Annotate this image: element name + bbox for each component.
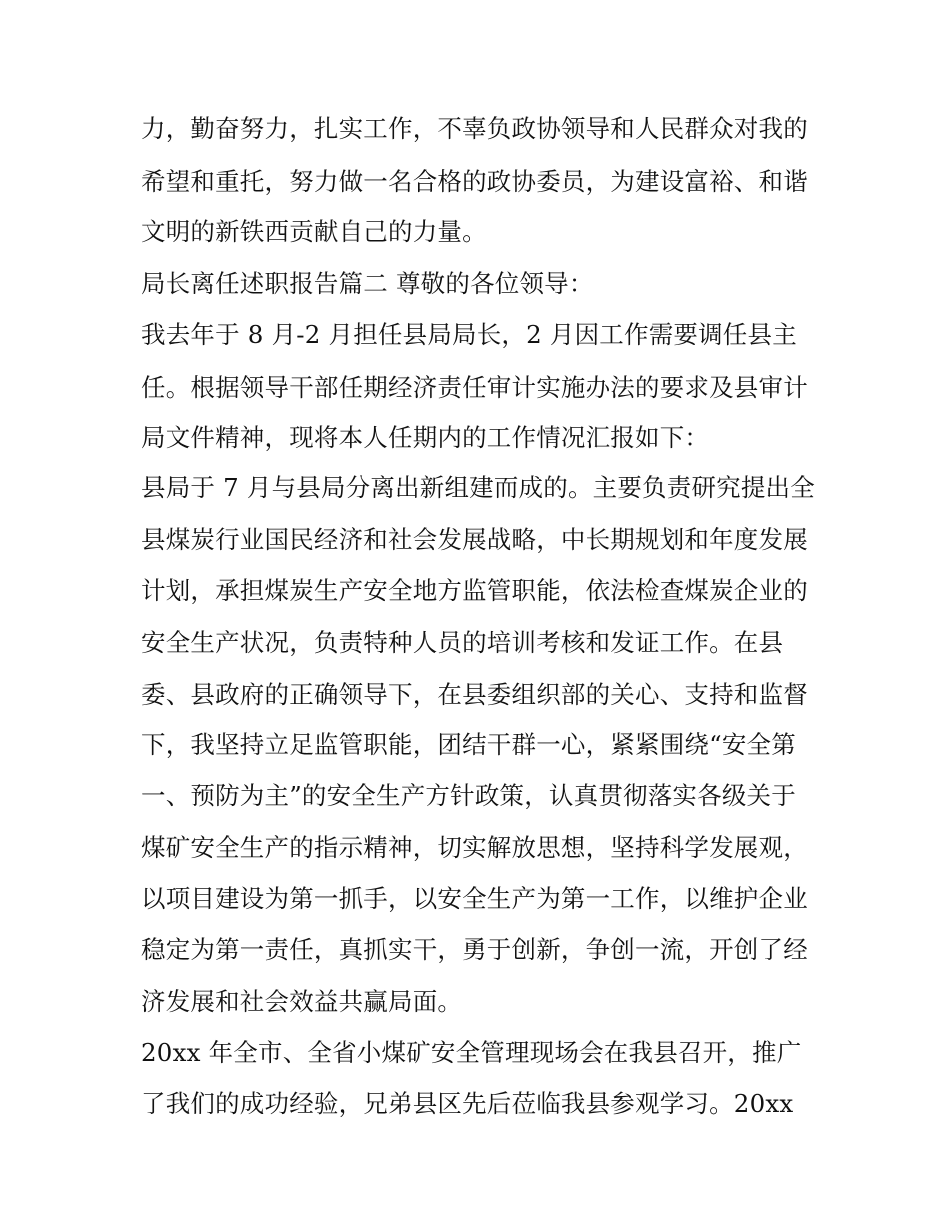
text-line: 文明的新铁西贡献自己的力量。 — [141, 217, 487, 246]
text-line: 局文件精神，现将本人任期内的工作情况汇报如下： — [141, 423, 710, 452]
text-line: 煤矿安全生产的指示精神，切实解放思想，坚持科学发展观， — [141, 833, 808, 862]
text-line: 一、预防为主”的安全生产方针政策，认真贯彻落实各级关于 — [141, 781, 796, 810]
text-line: 20xx 年全市、全省小煤矿安全管理现场会在我县召开，推广 — [141, 1038, 802, 1067]
text-line: 计划，承担煤炭生产安全地方监管职能，依法检查煤炭企业的 — [141, 576, 808, 605]
text-line: 稳定为第一责任，真抓实干，勇于创新，争创一流，开创了经 — [141, 935, 808, 964]
text-line: 我去年于 8 月-2 月担任县局局长，2 月因工作需要调任县主 — [141, 320, 797, 349]
text-line: 县煤炭行业国民经济和社会发展战略，中长期规划和年度发展 — [141, 525, 808, 554]
text-line: 县局于 7 月与县局分离出新组建而成的。主要负责研究提出全 — [141, 473, 815, 502]
text-line: 安全生产状况，负责特种人员的培训考核和发证工作。在县 — [141, 628, 784, 657]
text-line: 以项目建设为第一抓手，以安全生产为第一工作，以维护企业 — [141, 884, 808, 913]
text-line: 委、县政府的正确领导下，在县委组织部的关心、支持和监督 — [141, 680, 808, 709]
text-line: 下，我坚持立足监管职能，团结干群一心，紧紧围绕“安全第 — [141, 730, 796, 759]
text-line: 济发展和社会效益共赢局面。 — [141, 987, 463, 1016]
text-line: 力，勤奋努力，扎实工作，不辜负政协领导和人民群众对我的 — [141, 114, 808, 143]
text-line: 任。根据领导干部任期经济责任审计实施办法的要求及县审计 — [141, 373, 808, 402]
section-heading: 局长离任述职报告篇二 尊敬的各位领导： — [141, 269, 594, 298]
text-line: 希望和重托，努力做一名合格的政协委员，为建设富裕、和谐 — [141, 167, 808, 196]
text-line: 了我们的成功经验，兄弟县区先后莅临我县参观学习。20xx — [141, 1089, 794, 1118]
